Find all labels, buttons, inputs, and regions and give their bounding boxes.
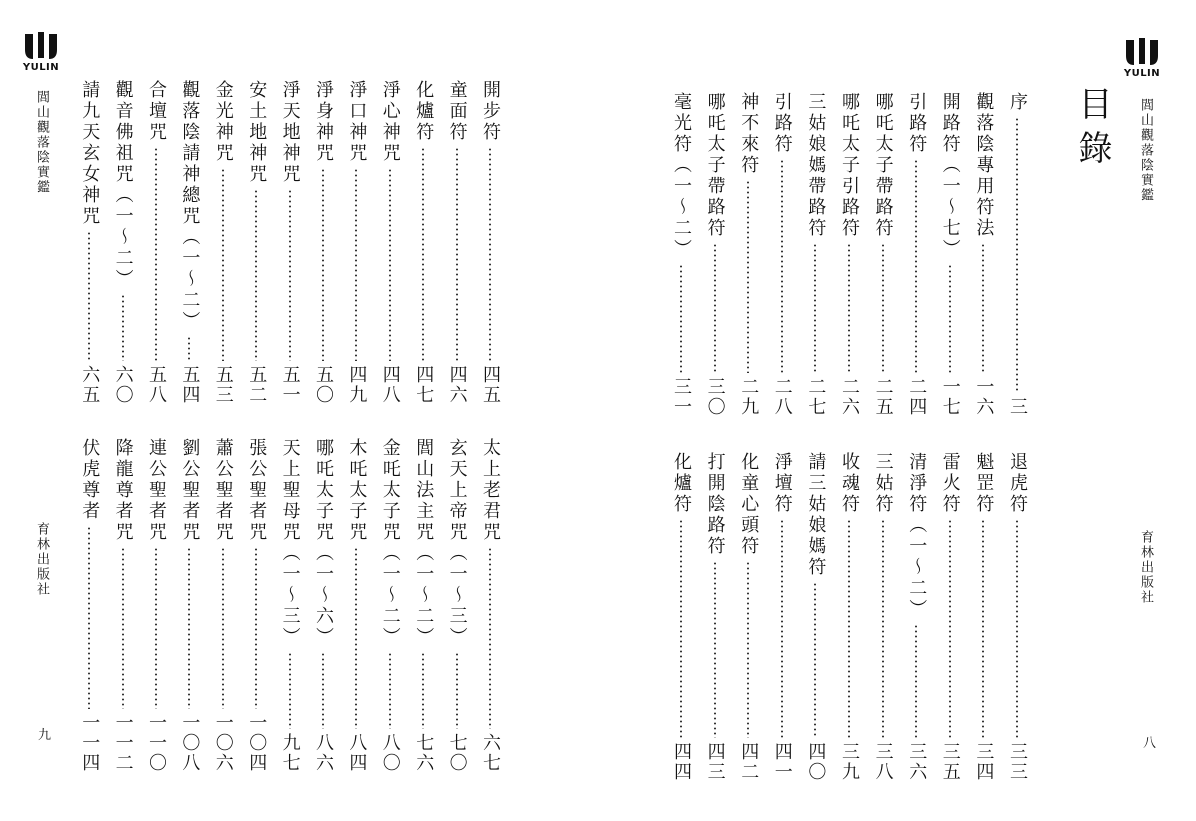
toc-entry-page: 二五 — [872, 377, 894, 417]
toc-entry — [310, 80, 336, 405]
toc-entry-title: 淨天地神咒 — [279, 80, 301, 185]
toc-entry-page: 九七 — [279, 733, 301, 773]
toc-entry-title: 哪吒太子引路符 — [839, 92, 860, 239]
toc-entry-title: 木吒太子咒 — [346, 438, 368, 543]
leader-dots — [155, 547, 157, 709]
toc-entry-title: 開路符（一～七） — [939, 92, 961, 260]
leader-dots — [255, 547, 257, 709]
toc-entry-page: 一七 — [939, 377, 961, 417]
toc-entry — [802, 92, 828, 417]
leader-dots — [680, 519, 682, 738]
leader-dots — [188, 547, 190, 709]
leader-dots — [155, 147, 157, 361]
toc-entry-title: 收魂符 — [839, 452, 860, 515]
toc-entry — [243, 80, 269, 405]
toc-entry-title: 化爐符 — [671, 452, 692, 515]
toc-entry-title: 觀落陰請神總咒（一～二） — [179, 80, 201, 332]
toc-entry-title: 魁罡符 — [973, 452, 995, 515]
toc-entry — [377, 80, 403, 405]
toc-entry-page: 四九 — [346, 365, 368, 405]
toc-entry-page: 二九 — [738, 377, 760, 417]
leader-dots — [322, 168, 324, 361]
toc-entry-title: 清淨符（一～二） — [906, 452, 928, 620]
toc-entry-page: 三一 — [671, 377, 692, 417]
toc-entry-page: 六七 — [480, 733, 501, 773]
toc-entry-page: 七〇 — [446, 733, 468, 773]
leader-dots — [422, 652, 424, 729]
toc-entry-page: 四八 — [379, 365, 401, 405]
toc-entry-page: 三五 — [939, 742, 961, 782]
toc-entry-page: 四二 — [738, 742, 760, 782]
toc-entry-title: 閭山法主咒（一～二） — [413, 438, 435, 648]
toc-entry-title: 淨心神咒 — [379, 80, 401, 164]
leader-dots — [714, 561, 716, 738]
leader-dots — [915, 624, 917, 738]
leader-dots — [222, 168, 224, 361]
yulin-logo — [18, 30, 64, 73]
leader-dots — [322, 652, 324, 729]
toc-entry-title: 三姑娘媽帶路符 — [805, 92, 827, 239]
page-number: 九 — [38, 728, 52, 743]
toc-heading: 目錄 — [1072, 86, 1112, 174]
leader-dots — [222, 547, 224, 709]
toc-entry-page: 三三 — [1007, 742, 1028, 782]
publisher-name: 育林出版社 — [34, 522, 49, 597]
leader-dots — [882, 243, 884, 373]
toc-entry-page: 一〇八 — [179, 713, 201, 773]
toc-entry-page: 五二 — [246, 365, 268, 405]
toc-entry-title: 哪吒太子帶路符 — [872, 92, 894, 239]
toc-entry-title: 化爐符 — [413, 80, 435, 143]
toc-entry-title: 連公聖者咒 — [146, 438, 167, 543]
leader-dots — [422, 147, 424, 361]
toc-entry-page: 三 — [1007, 397, 1028, 417]
toc-entry-page: 四〇 — [805, 742, 827, 782]
toc-entry-page: 六五 — [79, 365, 101, 405]
toc-entry-title: 伏虎尊者 — [79, 438, 101, 522]
toc-entry — [668, 452, 694, 782]
toc-entry-title: 觀落陰專用符法 — [973, 92, 995, 239]
leader-dots — [456, 652, 458, 729]
logo-text: YULIN — [22, 62, 60, 73]
toc-entry — [110, 80, 136, 405]
toc-entry-page: 三四 — [973, 742, 995, 782]
toc-entry-page: 三九 — [839, 742, 860, 782]
toc-entry-page: 四六 — [446, 365, 468, 405]
toc-entry — [836, 92, 862, 417]
toc-entry — [1004, 92, 1030, 417]
toc-entry — [410, 80, 436, 405]
toc-entry — [76, 438, 102, 773]
toc-entry — [410, 438, 436, 773]
toc-entry-page: 三〇 — [704, 377, 726, 417]
toc-entry-page: 二七 — [805, 377, 827, 417]
toc-entry — [176, 438, 202, 773]
toc-entry — [836, 452, 862, 782]
leader-dots — [747, 561, 749, 738]
toc-entry-title: 哪吒太子帶路符 — [704, 92, 726, 239]
leader-dots — [814, 243, 816, 373]
leader-dots — [456, 147, 458, 361]
toc-entry — [143, 438, 169, 773]
leader-dots — [489, 547, 491, 729]
toc-entry-title: 觀音佛祖咒（一～二） — [112, 80, 134, 290]
toc-entry — [970, 92, 996, 417]
leader-dots — [389, 652, 391, 729]
toc-entry-title: 打開陰路符 — [704, 452, 726, 557]
toc-entry-page: 五〇 — [313, 365, 334, 405]
toc-entry-page: 四七 — [413, 365, 435, 405]
leader-dots — [1016, 519, 1018, 738]
yulin-logo-icon — [19, 30, 63, 62]
toc-entry-title: 淨壇符 — [771, 452, 793, 515]
toc-entry-title: 淨口神咒 — [346, 80, 368, 164]
leader-dots — [882, 519, 884, 738]
leader-dots — [355, 547, 357, 729]
yulin-logo-icon — [1120, 36, 1164, 68]
toc-entry-page: 二六 — [839, 377, 860, 417]
yulin-logo — [1119, 36, 1165, 79]
right-page — [598, 0, 1196, 821]
toc-entry-page: 一六 — [973, 377, 995, 417]
toc-entry-page: 三八 — [872, 742, 894, 782]
toc-entry-title: 三姑符 — [872, 452, 894, 515]
toc-entry-title: 神不來符 — [738, 92, 760, 176]
leader-dots — [289, 652, 291, 729]
toc-entry-page: 一一二 — [112, 713, 134, 773]
toc-entry-page: 五一 — [279, 365, 301, 405]
toc-entry-page: 一一四 — [79, 713, 101, 773]
toc-entry — [970, 452, 996, 782]
leader-dots — [188, 336, 190, 361]
toc-entry-page: 一一〇 — [146, 713, 167, 773]
toc-entry-page: 六〇 — [112, 365, 134, 405]
toc-entry-title: 化童心頭符 — [738, 452, 760, 557]
toc-entry-title: 退虎符 — [1007, 452, 1028, 515]
toc-entry-page: 四三 — [704, 742, 726, 782]
toc-entry-title: 金光神咒 — [212, 80, 234, 164]
toc-entry — [76, 80, 102, 405]
toc-entry — [769, 92, 795, 417]
toc-entry-page: 七六 — [413, 733, 435, 773]
toc-entry-title: 毫光符（一～二） — [671, 92, 692, 260]
toc-entry-title: 請三姑娘媽符 — [805, 452, 827, 578]
leader-dots — [747, 180, 749, 373]
toc-entry — [444, 80, 470, 405]
leader-dots — [814, 582, 816, 738]
toc-entry — [310, 438, 336, 773]
toc-entry — [210, 438, 236, 773]
leader-dots — [88, 231, 90, 361]
leader-dots — [982, 243, 984, 373]
toc-entry — [903, 92, 929, 417]
toc-entry-title: 引路符 — [771, 92, 793, 155]
toc-entry — [477, 80, 503, 405]
toc-entry-title: 童面符 — [446, 80, 468, 143]
leader-dots — [680, 264, 682, 373]
toc-entry-title: 請九天玄女神咒 — [79, 80, 101, 227]
toc-entry — [702, 452, 728, 782]
toc-entry-page: 八〇 — [379, 733, 401, 773]
leader-dots — [982, 519, 984, 738]
leader-dots — [255, 189, 257, 361]
leader-dots — [714, 243, 716, 373]
toc-entry — [802, 452, 828, 782]
leader-dots — [1016, 117, 1018, 393]
toc-entry-title: 劉公聖者咒 — [179, 438, 201, 543]
toc-entry — [176, 80, 202, 405]
toc-entry-title: 哪吒太子咒（一～六） — [313, 438, 334, 648]
toc-entry — [735, 452, 761, 782]
toc-entry-page: 四五 — [480, 365, 501, 405]
toc-entry-page: 一〇四 — [246, 713, 268, 773]
toc-entry-title: 雷火符 — [939, 452, 961, 515]
toc-entry-page: 四四 — [671, 742, 692, 782]
leader-dots — [122, 547, 124, 709]
publisher-name: 育林出版社 — [1138, 530, 1153, 605]
toc-entry — [668, 92, 694, 417]
toc-entry-title: 序 — [1007, 92, 1028, 113]
toc-entry — [1004, 452, 1030, 782]
toc-entry-title: 安土地神咒 — [246, 80, 268, 185]
toc-entry — [702, 92, 728, 417]
toc-entry — [870, 92, 896, 417]
toc-entry — [870, 452, 896, 782]
page-number: 八 — [1143, 736, 1157, 751]
leader-dots — [289, 189, 291, 361]
leader-dots — [781, 159, 783, 373]
toc-entry-title: 金吒太子咒（一～二） — [379, 438, 401, 648]
toc-entry-page: 五四 — [179, 365, 201, 405]
toc-entry-title: 引路符 — [906, 92, 928, 155]
logo-text: YULIN — [1123, 68, 1161, 79]
toc-entry-title: 淨身神咒 — [313, 80, 334, 164]
toc-entry — [277, 438, 303, 773]
leader-dots — [848, 243, 850, 373]
leader-dots — [949, 264, 951, 373]
toc-entry-page: 八六 — [313, 733, 334, 773]
side-book-title: 閭山觀落陰實鑑 — [34, 90, 49, 195]
leader-dots — [355, 168, 357, 361]
toc-entry — [277, 80, 303, 405]
toc-entry-title: 降龍尊者咒 — [112, 438, 134, 543]
toc-entry — [110, 438, 136, 773]
leader-dots — [781, 519, 783, 738]
leader-dots — [489, 147, 491, 361]
toc-entry-title: 天上聖母咒（一～三） — [279, 438, 301, 648]
toc-entry — [937, 92, 963, 417]
toc-entry-title: 合壇咒 — [146, 80, 167, 143]
toc-entry-page: 二八 — [771, 377, 793, 417]
leader-dots — [915, 159, 917, 373]
toc-entry — [343, 438, 369, 773]
toc-entry — [243, 438, 269, 773]
toc-entry-page: 五三 — [212, 365, 234, 405]
toc-entry-page: 一〇六 — [212, 713, 234, 773]
leader-dots — [389, 168, 391, 361]
toc-entry — [210, 80, 236, 405]
toc-entry-page: 三六 — [906, 742, 928, 782]
toc-entry — [477, 438, 503, 773]
toc-entry-page: 八四 — [346, 733, 368, 773]
side-book-title: 閭山觀落陰實鑑 — [1138, 98, 1153, 203]
toc-entry — [769, 452, 795, 782]
toc-entry — [377, 438, 403, 773]
toc-entry-page: 二四 — [906, 377, 928, 417]
leader-dots — [88, 526, 90, 709]
leader-dots — [122, 294, 124, 361]
toc-entry-page: 四一 — [771, 742, 793, 782]
toc-entry — [343, 80, 369, 405]
toc-entry-page: 五八 — [146, 365, 167, 405]
toc-entry — [143, 80, 169, 405]
toc-entry-title: 開步符 — [480, 80, 501, 143]
toc-entry — [735, 92, 761, 417]
leader-dots — [848, 519, 850, 738]
toc-entry — [937, 452, 963, 782]
leader-dots — [949, 519, 951, 738]
toc-entry — [444, 438, 470, 773]
toc-entry — [903, 452, 929, 782]
toc-entry-title: 張公聖者咒 — [246, 438, 268, 543]
toc-entry-title: 蕭公聖者咒 — [212, 438, 234, 543]
toc-entry-title: 太上老君咒 — [480, 438, 501, 543]
toc-entry-title: 玄天上帝咒（一～三） — [446, 438, 468, 648]
